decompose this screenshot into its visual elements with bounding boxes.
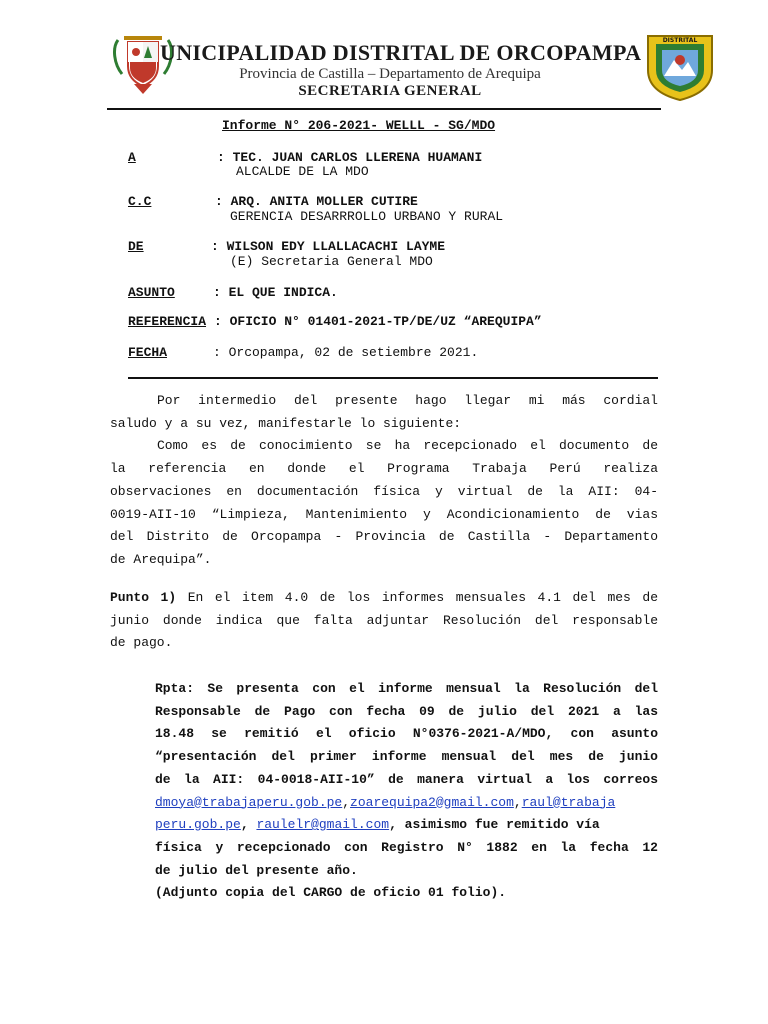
field-de-label: DE bbox=[128, 239, 144, 254]
punto-paragraph bbox=[110, 587, 658, 655]
text-line: junio donde indica que falta adjuntar Resolución del responsable bbox=[110, 612, 658, 628]
text-line: 18.48 se remitió el oficio N°0376-2021-A/MDO, con asunto bbox=[155, 726, 658, 742]
text-line: la referencia en donde el Programa Trabaja Perú realiza bbox=[110, 461, 658, 477]
response-paragraph bbox=[155, 678, 658, 905]
text-line: 0019-AII-10 “Limpieza, Mantenimiento y Acondicionamiento de vias bbox=[110, 506, 658, 522]
text-line: Responsable de Pago con fecha 09 de julio del 2021 a las bbox=[155, 703, 658, 719]
header-divider bbox=[107, 108, 661, 110]
text-line: saludo y a su vez, manifestarle lo siguiente: bbox=[110, 415, 462, 431]
field-cc-sub: GERENCIA DESARRROLLO URBANO Y RURAL bbox=[230, 209, 504, 224]
field-asunto-value: : EL QUE INDICA. bbox=[213, 285, 338, 300]
letterhead bbox=[0, 0, 768, 112]
text-line: de la AII: 04-0018-AII-10” de manera virtual a los correos bbox=[155, 771, 658, 787]
field-referencia-label: REFERENCIA bbox=[128, 314, 207, 329]
field-de-value: : WILSON EDY LLALLACACHI LAYME bbox=[211, 239, 446, 254]
text-line: del Distrito de Orcopampa - Provincia de Castilla - Departamento bbox=[110, 529, 658, 545]
field-a-sub: ALCALDE DE LA MDO bbox=[236, 164, 369, 179]
field-asunto-label: ASUNTO bbox=[128, 285, 175, 300]
text-line: (Adjunto copia del CARGO de oficio 01 folio). bbox=[155, 885, 507, 901]
field-referencia-value: : OFICIO N° 01401-2021-TP/DE/UZ “AREQUIPA” bbox=[214, 314, 542, 329]
field-a-label: A bbox=[128, 150, 136, 165]
email-line bbox=[155, 792, 658, 815]
text-line: observaciones en documentación física y virtual de la AII: 04- bbox=[110, 483, 658, 499]
municipality-name: UNICIPALIDAD DISTRITAL DE ORCOPAMPA bbox=[160, 40, 642, 65]
separator: , bbox=[513, 794, 522, 810]
report-number: Informe N° 206-2021- WELLL - SG/MDO bbox=[222, 118, 496, 133]
text-line: de julio del presente año. bbox=[155, 862, 358, 878]
section-divider bbox=[128, 377, 658, 379]
text-line: Como es de conocimiento se ha recepcionado el documento de bbox=[157, 438, 658, 454]
svg-text:DISTRITAL: DISTRITAL bbox=[662, 37, 698, 44]
punto-text: En el item 4.0 de los informes mensuales 4.1 del mes de bbox=[176, 590, 658, 605]
text-line: Por intermedio del presente hago llegar mi más cordial bbox=[157, 393, 658, 408]
email-link-zoarequipa[interactable]: zoarequipa2@gmail.com bbox=[350, 794, 514, 810]
text-line bbox=[110, 587, 658, 610]
email-link-raul-part2[interactable]: peru.gob.pe bbox=[155, 817, 241, 833]
field-fecha-label: FECHA bbox=[128, 345, 168, 360]
field-fecha-value: : Orcopampa, 02 de setiembre 2021. bbox=[213, 345, 479, 360]
text-line: “presentación del primer informe mensual del mes de junio bbox=[155, 749, 658, 765]
field-de-sub: (E) Secretaria General MDO bbox=[230, 254, 433, 269]
field-a-value: : TEC. JUAN CARLOS LLERENA HUAMANI bbox=[217, 150, 483, 165]
email-line-2 bbox=[155, 814, 658, 837]
text-line: física y recepcionado con Registro N° 1882 en la fecha 12 bbox=[155, 839, 658, 855]
text-line: Rpta: Se presenta con el informe mensual la Resolución del bbox=[155, 681, 658, 696]
text-line: de Arequipa”. bbox=[110, 551, 212, 567]
text-fragment: , asimismo fue remitido vía bbox=[389, 817, 600, 833]
field-cc-value: : ARQ. ANITA MOLLER CUTIRE bbox=[215, 194, 418, 209]
email-link-dmoya[interactable]: dmoya@trabajaperu.gob.pe bbox=[155, 794, 343, 810]
field-cc-label: C.C bbox=[128, 194, 152, 209]
punto-label: Punto 1) bbox=[110, 590, 177, 605]
province-line: Provincia de Castilla – Departamento de Arequipa bbox=[239, 66, 541, 82]
office-name: SECRETARIA GENERAL bbox=[298, 83, 482, 99]
intro-paragraph bbox=[110, 390, 658, 572]
email-link-raul-part1[interactable]: raul@trabaja bbox=[521, 794, 616, 810]
municipal-seal-icon bbox=[642, 30, 718, 102]
separator: , bbox=[342, 794, 351, 810]
separator: , bbox=[240, 817, 257, 833]
email-link-raulelr[interactable]: raulelr@gmail.com bbox=[256, 817, 390, 833]
text-line: de pago. bbox=[110, 635, 173, 651]
